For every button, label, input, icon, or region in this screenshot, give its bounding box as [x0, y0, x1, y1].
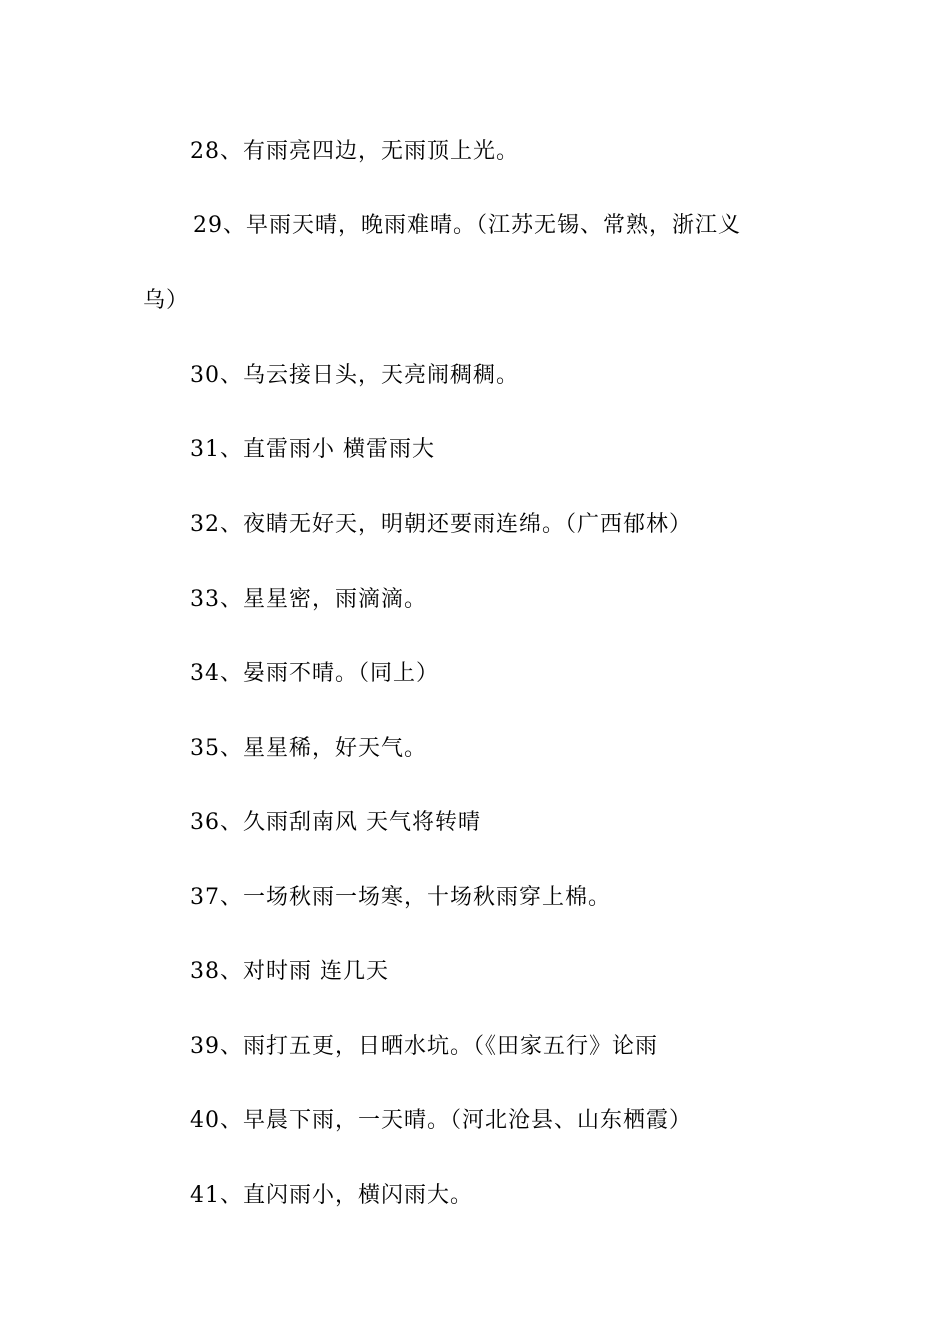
proverb-40: 40、早晨下雨，一天晴。（河北沧县、山东栖霞）	[190, 1108, 692, 1133]
proverb-37: 37、一场秋雨一场寒，十场秋雨穿上棉。	[190, 885, 611, 910]
proverb-32: 32、夜睛无好天，明朝还要雨连绵。（广西郁林）	[190, 512, 692, 537]
proverb-39: 39、雨打五更，日晒水坑。（《田家五行》论雨	[190, 1034, 658, 1059]
proverb-29-continuation: 乌）	[143, 288, 190, 313]
proverb-28: 28、有雨亮四边，无雨顶上光。	[190, 139, 519, 164]
proverb-30: 30、乌云接日头，天亮闹稠稠。	[190, 363, 519, 388]
proverb-29: 29、早雨天晴，晚雨难晴。（江苏无锡、常熟，浙江义	[193, 213, 741, 238]
proverb-38: 38、对时雨 连几天	[190, 959, 389, 984]
proverb-35: 35、星星稀，好天气。	[190, 736, 427, 761]
proverb-34: 34、晏雨不晴。（同上）	[190, 661, 439, 686]
proverb-33: 33、星星密，雨滴滴。	[190, 587, 427, 612]
proverb-31: 31、直雷雨小 横雷雨大	[190, 437, 435, 462]
proverb-36: 36、久雨刮南风 天气将转晴	[190, 810, 481, 835]
proverb-41: 41、直闪雨小，横闪雨大。	[190, 1183, 473, 1208]
